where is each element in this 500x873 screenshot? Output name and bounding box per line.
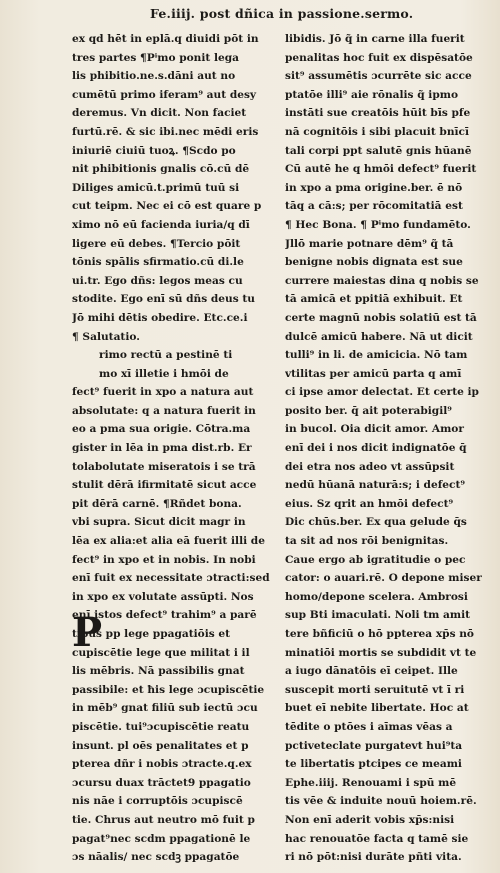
text-line: minatiōi mortis se subdidit vt te bbox=[285, 646, 477, 659]
text-line: tere bñficiū o hō ppterea xp̄s nō bbox=[285, 628, 474, 640]
text-line: Caue ergo ab igratitudie o pec bbox=[285, 553, 466, 566]
text-line: posito ber. q̄ ait poterabigil⁹ bbox=[285, 404, 452, 417]
text-line: tēdite o ptōes i aīmas vēas a bbox=[285, 720, 453, 733]
text-line: passibile: et ħis lege ɔcupiscētie bbox=[72, 683, 265, 696]
text-line: vtilitas per amicū parta q amī bbox=[285, 367, 462, 380]
text-line: stodite. Ego enī sū dñs deus tu bbox=[72, 293, 255, 306]
text-line: dei etra nos adeo vt assūpsit bbox=[285, 460, 455, 473]
text-line: nit phibitionis gnalis cō.cū dē bbox=[72, 163, 250, 176]
text-line: ri nō pōt:nisi durāte pñti vita. bbox=[285, 851, 462, 864]
text-line: in mēb⁹ gnat filiū sub iectū ɔcu bbox=[72, 702, 258, 715]
text-line: fect⁹ in xpo et in nobis. In nobi bbox=[72, 553, 256, 566]
text-line: ptatōe illi⁹ aie rōnalis q̃ ipmo bbox=[285, 88, 459, 101]
text-line: enī fuit ex necessitate ɔtracti:sed bbox=[72, 572, 270, 585]
text-line: penalitas hoc fuit ex dispēsatōe bbox=[285, 51, 473, 64]
running-header: Fe.iiij. post dñica in passione.sermo. bbox=[150, 6, 414, 21]
text-line: iniuriē ciuiū tuoꝝ. ¶Scdo po bbox=[72, 144, 236, 157]
text-line: tis vēe & induite nouū hoiem.rē. bbox=[285, 795, 477, 808]
text-line: nedū hūanā naturā:s; i defect⁹ bbox=[285, 479, 465, 492]
text-line: vbi supra. Sicut dicit magr in bbox=[72, 516, 246, 529]
text-line: Ephe.iiij. Renouami i spū mē bbox=[285, 776, 457, 789]
text-line: buet eī nebite libertate. Hoc at bbox=[285, 702, 469, 715]
text-line: in xpo a pma origine.ber. ē nō bbox=[285, 181, 463, 194]
text-line: ligere eū debes. ¶Tercio pōit bbox=[72, 237, 241, 250]
text-line: ¶ Hec Bona. ¶ Pⁱmo fundamēto. bbox=[285, 218, 471, 231]
text-line: Dic chūs.ber. Ex qua gelude q̄s bbox=[285, 516, 467, 529]
right-column bbox=[285, 30, 490, 867]
text-line: nā cognitōis i sibi placuit bnīcī bbox=[285, 125, 470, 138]
text-line: ci ipse amor delectat. Et certe ip bbox=[285, 386, 479, 399]
text-line: nis nāe i corruptōis ɔcupiscē bbox=[72, 795, 243, 808]
text-line: lis phibitio.ne.s.dāni aut no bbox=[72, 70, 236, 83]
text-line: cupiscētie lege que militat i il bbox=[72, 646, 250, 659]
text-line: enī istos defect⁹ trahim⁹ a parē bbox=[72, 609, 257, 622]
text-line: tōnis spālis sfirmatio.cū di.le bbox=[72, 256, 244, 269]
text-line: tolabolutate miseratois i se trā bbox=[72, 460, 256, 473]
text-line: ta sit ad nos rōi benignitas. bbox=[285, 535, 449, 548]
text-line: suscepit morti seruitutē vt ī ri bbox=[285, 683, 465, 696]
text-line: in bucol. Oia dicit amor. Amor bbox=[285, 423, 464, 436]
text-line: tā amicā et ppitiā exhibuit. Et bbox=[285, 293, 463, 306]
text-line: te libertatis ptcipes ce meami bbox=[285, 758, 462, 771]
text-line: Non enī aderit vobis xp̄s:nisi bbox=[285, 813, 455, 826]
text-line: currere maiestas dina q nobis se bbox=[285, 274, 479, 287]
text-line: instāti sue creatōis hūit bīs pfe bbox=[285, 107, 471, 120]
text-line: hac renouatōe facta q tamē sie bbox=[285, 832, 469, 845]
text-line: libidis. Jō q̃ in carne illa fuerit bbox=[285, 33, 465, 45]
text-line: sit⁹ assumētis ɔcurrēte sic acce bbox=[285, 70, 472, 83]
text-line: cumētū primo iferam⁹ aut desy bbox=[72, 88, 257, 101]
drop-cap: P bbox=[72, 609, 103, 656]
text-line: absolutate: q a natura fuerit in bbox=[72, 404, 256, 417]
text-line: dulcē amicū habere. Nā ut dicit bbox=[285, 330, 473, 343]
text-line: ɔs nāalis/ nec scdꝫ ppagatōe bbox=[72, 851, 240, 864]
text-line: ¶ Salutatio. bbox=[72, 330, 140, 343]
text-line: furtū.rē. & sic ibi.nec mēdi eris bbox=[72, 125, 259, 138]
text-line: tibus pp lege ppagatiōis et bbox=[72, 628, 231, 640]
text-line: tulli⁹ in li. de amicicia. Nō tam bbox=[285, 349, 468, 362]
text-line: pagat⁹nec scdm ppagationē le bbox=[72, 832, 251, 845]
text-line: benigne nobis dignata est sue bbox=[285, 256, 463, 269]
text-line: stulit dērā ifirmitatē sicut acce bbox=[72, 479, 257, 492]
text-line: tres partes ¶Pⁱmo ponit lega bbox=[72, 51, 240, 64]
text-line: in xpo ex volutate assūpti. Nos bbox=[72, 590, 254, 603]
text-line: fect⁹ fuerit in xpo a natura aut bbox=[72, 386, 254, 399]
text-line: lis mēbris. Nā passibilis gnat bbox=[72, 665, 245, 678]
text-line: Diliges amicū.t.primū tuū si bbox=[72, 181, 240, 194]
text-line: sup Bti imaculati. Noli tm amit bbox=[285, 609, 471, 622]
text-line: deremus. Vn dicit. Non faciet bbox=[72, 107, 247, 120]
text-line: eius. Sz qrit an hmōi defect⁹ bbox=[285, 497, 454, 510]
text-line: tāq a cā:s; per rōcomitatiā est bbox=[285, 200, 463, 213]
text-line: ui.tr. Ego dñs: legos meas cu bbox=[72, 274, 243, 287]
text-line: mo xī illetie i hmōi de bbox=[99, 367, 229, 380]
text-line: ex qd hēt in eplā.q diuidi pōt in bbox=[72, 33, 259, 45]
text-line: Jllō marie potnare dēm⁹ q̃ tā bbox=[285, 237, 454, 250]
text-line: ɔcursu duax trāctet9 ppagatio bbox=[72, 776, 251, 789]
text-line: enī dei i nos dicit indignatōe q̄ bbox=[285, 442, 467, 455]
text-line: pctiveteclate purgatevt hui⁹ta bbox=[285, 739, 463, 752]
text-line: cut teipm. Nec ei cō est quare p bbox=[72, 200, 262, 213]
left-column bbox=[72, 30, 277, 867]
text-line: ximo nō eū facienda iuria/q dī bbox=[72, 218, 250, 231]
text-line: certe magnū nobis solatiū est tā bbox=[285, 311, 477, 324]
text-line: cator: o auari.rē. O depone miser bbox=[285, 572, 482, 585]
text-line: a iugo dānatōis eī ceipet. Ille bbox=[285, 665, 458, 678]
text-line: gister in lēa in pma dist.rb. Er bbox=[72, 442, 252, 455]
text-line: Jō mihi dētis obedire. Etc.ce.i bbox=[72, 311, 248, 324]
text-line: tie. Chrus aut neutro mō fuit p bbox=[72, 813, 255, 826]
text-line: insunt. pl oēs penalitates et p bbox=[72, 739, 249, 752]
text-line: lēa ex alia:et alia eā fuerit illi de bbox=[72, 535, 265, 548]
text-line: eo a pma sua origie. Cōtra.ma bbox=[72, 423, 251, 436]
text-line: tali corpi ppt salutē gnis hūanē bbox=[285, 144, 472, 157]
text-line: rimo rectū a pestinē ti bbox=[99, 349, 233, 362]
text-line: Cū autē he q hmōi defect⁹ fuerit bbox=[285, 163, 477, 176]
text-line: pterea dñr i nobis ɔtracte.q.ex bbox=[72, 758, 252, 771]
text-line: piscētie. tui⁹ɔcupiscētie reatu bbox=[72, 720, 250, 733]
text-line: homo/depone scelera. Ambrosi bbox=[285, 590, 468, 603]
text-line: pit dērā carnē. ¶Rñdet bona. bbox=[72, 497, 242, 510]
